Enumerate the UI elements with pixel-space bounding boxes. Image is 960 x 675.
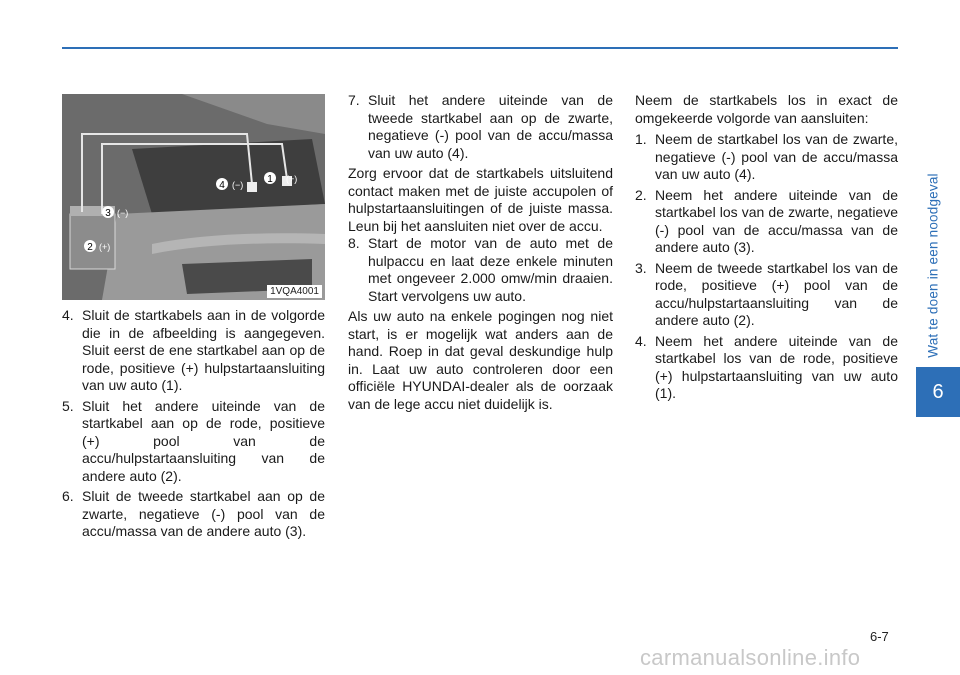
- callout-1-sign: (+): [286, 174, 298, 184]
- item-number: 3.: [635, 259, 647, 276]
- list-item: [62, 398, 325, 486]
- chapter-number: 6: [932, 380, 944, 403]
- item-text: Neem het andere uiteinde van de startkabel los van de zwarte, negatieve (-) pool van de accu/massa van de andere auto (3).: [655, 186, 898, 255]
- item-number: 4.: [62, 307, 74, 323]
- list-item: [635, 131, 898, 184]
- callout-4-sign: (−): [232, 180, 244, 190]
- item-text: Sluit het andere uiteinde van de tweede startkabel aan op de zwarte, negatieve (-) pool van de accu/massa van uw auto (4).: [368, 92, 613, 161]
- item-subparagraph: Zorg ervoor dat de startkabels uitsluitend contact maken met de juiste accupolen of hulpstartaansluitingen of de juiste massa. Leun bij het aansluiten niet over de accu.: [348, 165, 613, 234]
- jump-start-figure: [62, 94, 325, 300]
- list-item: [348, 235, 613, 305]
- callout-1: 1: [267, 174, 273, 185]
- callout-2: 2: [87, 242, 93, 253]
- chapter-side-label: [918, 170, 948, 360]
- page-number: 6-7: [870, 629, 889, 644]
- list-item: [62, 307, 325, 395]
- item-text: Sluit het andere uiteinde van de startkabel aan op de rode, positieve (+) pool van de accu/hulpstartaansluiting van de andere auto (2).: [82, 397, 325, 484]
- item-text: Sluit de tweede startkabel aan op de zwarte, negatieve (-) pool van de accu/massa van de andere auto (3).: [82, 488, 325, 539]
- intro-paragraph: Neem de startkabels los in exact de omgekeerde volgorde van aansluiten:: [635, 92, 898, 126]
- item-number: 1.: [635, 131, 647, 147]
- top-rule: [62, 47, 898, 49]
- callout-4: 4: [219, 180, 225, 191]
- chapter-title: Wat te doen in een noodgeval: [925, 172, 941, 358]
- column-3: [635, 92, 898, 406]
- item-number: 6.: [62, 488, 74, 504]
- item-text: Neem de startkabel los van de zwarte, negatieve (-) pool van de accu/massa van uw auto (4).: [655, 131, 898, 182]
- item-text: Start de motor van de auto met de hulpaccu en laat deze enkele minuten met ongeveer 2.000 omw/min draaien. Start vervolgens uw auto.: [368, 235, 613, 304]
- column-1: [62, 307, 325, 544]
- item-number: 4.: [635, 332, 647, 349]
- callout-3-sign: (−): [117, 208, 129, 218]
- list-item: [62, 488, 325, 541]
- item-text: Sluit de startkabels aan in de volgorde die in de afbeelding is aangegeven. Sluit eerst de ene startkabel aan op de rode, positieve (+) hulpstartaansluiting van uw auto (1).: [82, 307, 325, 393]
- list-item: [635, 187, 898, 257]
- item-number: 2.: [635, 186, 647, 203]
- watermark: carmanualsonline.info: [640, 645, 861, 670]
- item-number: 8.: [348, 235, 360, 251]
- item-text: Neem het andere uiteinde van de startkabel los van de rode, positieve (+) hulpstartaansluiting van uw auto (1).: [655, 332, 898, 401]
- item-number: 5.: [62, 397, 74, 414]
- column-2: [348, 92, 613, 413]
- item-number: 7.: [348, 92, 360, 108]
- callout-2-sign: (+): [99, 242, 111, 252]
- list-item: [635, 260, 898, 330]
- item-text: Neem de tweede startkabel los van de rode, positieve (+) pool van de accu/hulpstartaansluiting van de andere auto (2).: [655, 259, 898, 328]
- chapter-tab[interactable]: [916, 367, 960, 417]
- car-illustration: [62, 94, 325, 300]
- figure-code: 1VQA4001: [267, 285, 322, 298]
- list-item: [348, 92, 613, 162]
- list-item: [635, 333, 898, 403]
- callout-3: 3: [105, 208, 111, 219]
- paragraph: Als uw auto na enkele pogingen nog niet start, is er mogelijk wat anders aan de hand. Roep in dat geval deskundige hulp in. Laat uw auto controleren door een officiële HYUNDAI-dealer als de oorzaak van de lege accu niet duidelijk is.: [348, 308, 613, 412]
